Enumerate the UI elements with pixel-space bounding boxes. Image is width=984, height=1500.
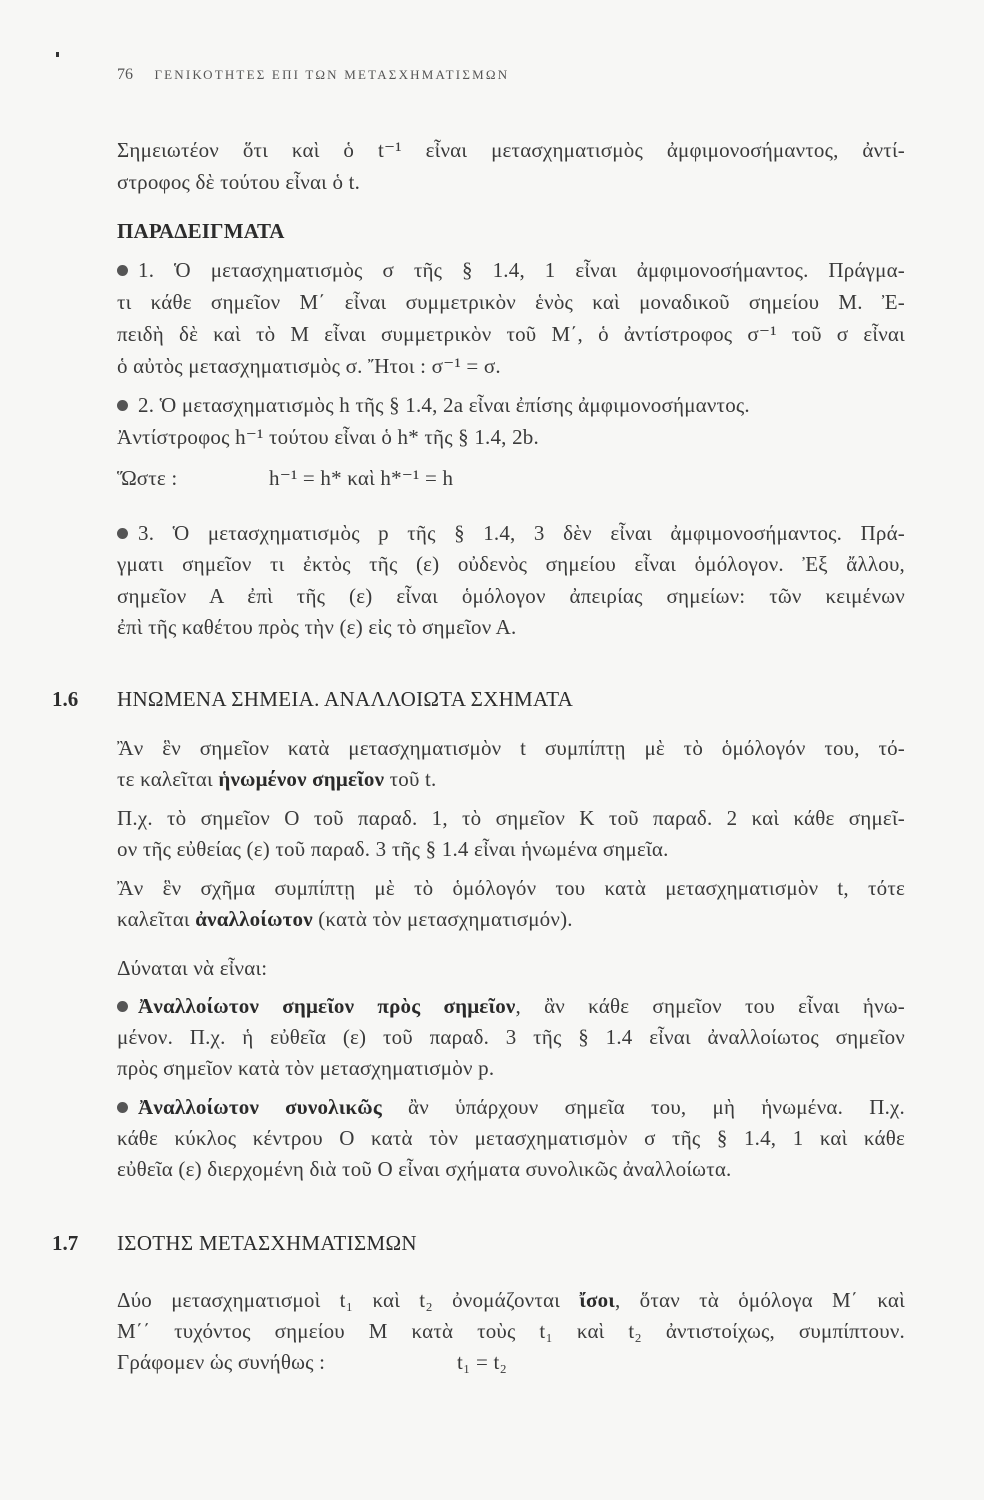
bullet-1-line: πρὸς σημεῖον κατὰ τὸν μετασχηματισμὸν p.: [117, 1056, 495, 1080]
term-bold: ἀναλλοίωτον: [195, 907, 313, 931]
intro-line: Σημειωτέον ὅτι καὶ ὁ t⁻¹ εἶναι μετασχηματισμὸς ἀμφιμονοσήμαντος, ἀντί-: [117, 138, 905, 162]
paragraph-line: Π.χ. τὸ σημεῖον Ο τοῦ παραδ. 1, τὸ σημεῖον Κ τοῦ παραδ. 2 καὶ κάθε σημεῖ-: [117, 806, 905, 830]
example-2-line: [117, 392, 905, 418]
page-number: 76: [117, 66, 133, 83]
text: Δύο μετασχηματισμοὶ t₁ καὶ t₂ ὀνομάζονται: [117, 1288, 580, 1312]
paragraph-line: Ἂν ἓν σχῆμα συμπίπτῃ μὲ τὸ ὁμόλογόν του κατὰ μετασχηματισμὸν t, τότε: [117, 876, 905, 900]
example-3-line: [117, 520, 905, 546]
text: , ὅταν τὰ ὁμόλογα Μ΄ καὶ: [615, 1288, 905, 1312]
example-3-text: 3. Ὁ μετασχηματισμὸς p τῆς § 1.4, 3 δὲν εἶναι ἀμφιμονοσήμαντος. Πρά-: [138, 521, 905, 545]
so-line: [117, 465, 905, 491]
bullet-2-line: εὐθεῖα (ε) διερχομένη διὰ τοῦ Ο εἶναι σχήματα συνολικῶς ἀναλλοίωτα.: [117, 1157, 732, 1181]
text: ἂν ὑπάρχουν σημεῖα του, μὴ ἡνωμένα. Π.χ.: [381, 1095, 905, 1119]
text: Γράφομεν ὡς συνήθως :: [117, 1350, 326, 1374]
paragraph-line: ον τῆς εὐθείας (ε) τοῦ παραδ. 3 τῆς § 1.4 εἶναι ἡνωμένα σημεῖα.: [117, 837, 669, 861]
bullet-icon: [117, 400, 128, 411]
paragraph-line: [117, 1349, 905, 1375]
formula: t₁ = t₂: [457, 1350, 508, 1374]
examples-heading: ΠΑΡΑΔΕΙΓΜΑΤΑ: [117, 219, 285, 243]
term-bold: Ἀναλλοίωτον σημεῖον πρὸς σημεῖον: [138, 994, 516, 1018]
scan-mark: [56, 52, 59, 57]
example-3-line: σημεῖον Α ἐπὶ τῆς (ε) εἶναι ὁμόλογον ἀπειρίας σημείων: τῶν κειμένων: [117, 584, 905, 608]
bullet-1-line: μένον. Π.χ. ἡ εὐθεῖα (ε) τοῦ παραδ. 3 τῆς § 1.4 εἶναι ἀναλλοίωτος σημεῖον: [117, 1025, 905, 1049]
running-title: ΓΕΝΙΚΟΤΗΤΕΣ ΕΠΙ ΤΩΝ ΜΕΤΑΣΧΗΜΑΤΙΣΜΩΝ: [154, 67, 510, 82]
term-bold: ἡνωμένον σημεῖον: [218, 767, 385, 791]
term-bold: Ἀναλλοίωτον συνολικῶς: [138, 1095, 382, 1119]
example-1-line: ὁ αὐτὸς μετασχηματισμὸς σ. Ἤτοι : σ⁻¹ = σ.: [117, 354, 501, 378]
paragraph-line: [117, 906, 905, 932]
text: τε καλεῖται: [117, 767, 219, 791]
example-1-line: [117, 257, 905, 283]
text: καλεῖται: [117, 907, 196, 931]
example-3-line: ἐπὶ τῆς καθέτου πρὸς τὴν (ε) εἰς τὸ σημεῖον Α.: [117, 615, 517, 639]
so-formula: h⁻¹ = h* καὶ h*⁻¹ = h: [269, 466, 454, 490]
bullet-icon: [117, 1102, 128, 1113]
running-header: [117, 66, 509, 84]
bullet-2-line: κάθε κύκλος κέντρου Ο κατὰ τὸν μετασχηματισμὸν σ τῆς § 1.4, 1 καὶ κάθε: [117, 1126, 905, 1150]
example-1-text: 1. Ὁ μετασχηματισμὸς σ τῆς § 1.4, 1 εἶναι ἀμφιμονοσήμαντος. Πράγμα-: [138, 258, 905, 282]
section-number: 1.6: [52, 687, 79, 711]
paragraph-line: Ἂν ἓν σημεῖον κατὰ μετασχηματισμὸν t συμπίπτῃ μὲ τὸ ὁμόλογόν του, τό-: [117, 736, 905, 760]
bullet-icon: [117, 265, 128, 276]
example-2-text: 2. Ὁ μετασχηματισμὸς h τῆς § 1.4, 2a εἶναι ἐπίσης ἀμφιμονοσήμαντος.: [138, 393, 750, 417]
term-bold: ἴσοι: [579, 1288, 616, 1312]
paragraph-line: Δύναται νὰ εἶναι:: [117, 956, 268, 980]
example-1-line: τι κάθε σημεῖον Μ΄ εἶναι συμμετρικὸν ἑνὸς καὶ μοναδικοῦ σημείου Μ. Ἐ-: [117, 290, 905, 314]
text: , ἂν κάθε σημεῖον του εἶναι ἡνω-: [515, 994, 905, 1018]
example-1-line: πειδὴ δὲ καὶ τὸ Μ εἶναι συμμετρικὸν τοῦ Μ΄, ὁ ἀντίστροφος σ⁻¹ τοῦ σ εἶναι: [117, 322, 905, 346]
paragraph-line: [117, 766, 905, 792]
text: (κατὰ τὸν μετασχηματισμόν).: [312, 907, 573, 931]
section-title: ΙΣΟΤΗΣ ΜΕΤΑΣΧΗΜΑΤΙΣΜΩΝ: [117, 1231, 417, 1255]
paragraph-line: Μ΄΄ τυχόντος σημείου Μ κατὰ τοὺς t₁ καὶ t₂ ἀντιστοίχως, συμπίπτουν.: [117, 1319, 905, 1343]
example-3-line: γματι σημεῖον τι ἐκτὸς τῆς (ε) οὐδενὸς σημείου εἶναι ὁμόλογον. Ἐξ ἄλλου,: [117, 552, 905, 576]
section-title: ΗΝΩΜΕΝΑ ΣΗΜΕΙΑ. ΑΝΑΛΛΟΙΩΤΑ ΣΧΗΜΑΤΑ: [117, 687, 574, 711]
text: τοῦ t.: [384, 767, 437, 791]
paragraph-line: [117, 1287, 905, 1313]
bullet-2-line: [117, 1094, 905, 1120]
bullet-1-line: [117, 993, 905, 1019]
bullet-icon: [117, 528, 128, 539]
section-number: 1.7: [52, 1231, 79, 1255]
intro-line: στροφος δὲ τούτου εἶναι ὁ t.: [117, 170, 361, 194]
example-2-line: Ἀντίστροφος h⁻¹ τούτου εἶναι ὁ h* τῆς § 1.4, 2b.: [117, 425, 539, 449]
so-label: Ὥστε :: [117, 466, 178, 490]
bullet-icon: [117, 1001, 128, 1012]
